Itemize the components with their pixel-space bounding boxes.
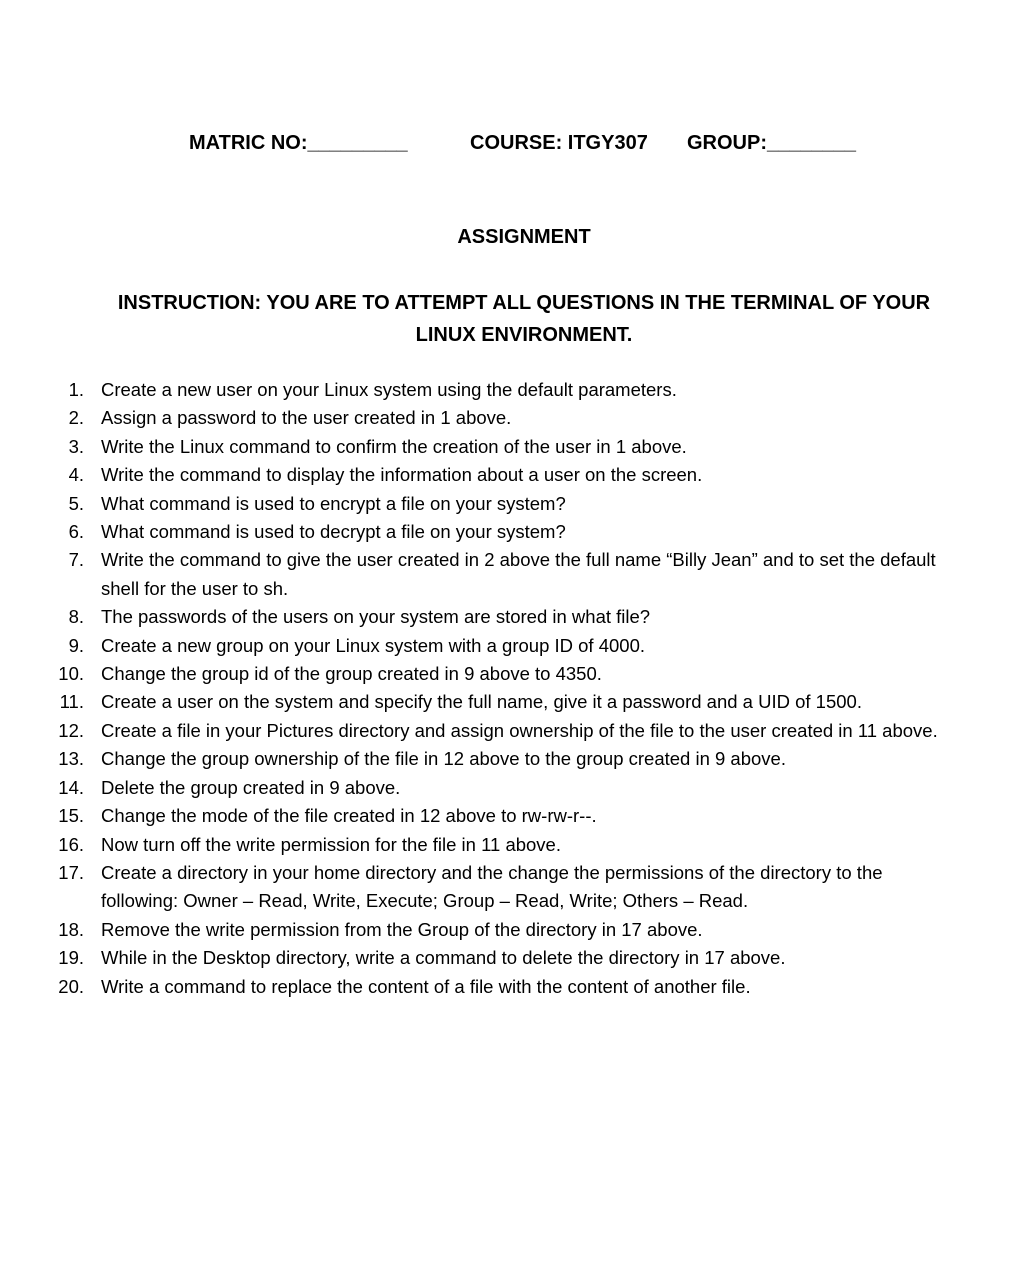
- question-text: Change the group id of the group created in 9 above to 4350.: [101, 663, 602, 685]
- list-item: [0, 632, 1022, 660]
- question-text: Remove the write permission from the Group of the directory in 17 above.: [101, 918, 703, 940]
- instruction-text: INSTRUCTION: YOU ARE TO ATTEMPT ALL QUESTIONS IN THE TERMINAL OF YOUR LINUX ENVIRONMENT.: [117, 292, 931, 346]
- group-field: GROUP:________: [687, 132, 856, 154]
- list-item: [0, 433, 1022, 461]
- question-text: The passwords of the users on your system are stored in what file?: [101, 606, 651, 628]
- question-number: 10.: [58, 663, 84, 685]
- list-item: [0, 490, 1022, 518]
- course-label: COURSE: ITGY307: [470, 132, 648, 154]
- list-item: [0, 461, 1022, 489]
- question-number: 8.: [68, 606, 84, 628]
- list-item: [0, 944, 1022, 972]
- question-text: Write the Linux command to confirm the creation of the user in 1 above.: [101, 435, 687, 457]
- list-item: [0, 603, 1022, 631]
- question-text: Create a directory in your home directory and the change the permissions of the directory to the following: Owner – Read, Write, Execute; Group – Read, Write; Others – Read.: [101, 861, 883, 912]
- question-number: 14.: [58, 776, 84, 798]
- question-text: Delete the group created in 9 above.: [101, 776, 401, 798]
- question-list: [0, 376, 1022, 1001]
- question-number: 13.: [58, 748, 84, 770]
- matric-no-field: MATRIC NO:_________: [189, 132, 408, 154]
- question-number: 6.: [68, 521, 84, 543]
- question-number: 1.: [68, 379, 84, 400]
- question-text: Create a user on the system and specify the full name, give it a password and a UID of 1500.: [101, 691, 862, 713]
- question-text: Assign a password to the user created in 1 above.: [101, 407, 512, 429]
- question-text: What command is used to encrypt a file on your system?: [101, 492, 566, 514]
- question-number: 18.: [58, 918, 84, 940]
- list-item: [0, 518, 1022, 546]
- list-item: [0, 376, 1022, 404]
- list-item: [0, 660, 1022, 688]
- list-item: [0, 717, 1022, 745]
- question-text: Write a command to replace the content of a file with the content of another file.: [101, 975, 751, 997]
- question-text: Create a file in your Pictures directory and assign ownership of the file to the user created in 11 above.: [101, 719, 938, 741]
- question-number: 19.: [58, 947, 84, 969]
- question-text: Create a new group on your Linux system with a group ID of 4000.: [101, 634, 645, 656]
- question-number: 2.: [68, 407, 84, 429]
- question-number: 9.: [68, 634, 84, 656]
- list-item: [0, 688, 1022, 716]
- list-item: [0, 916, 1022, 944]
- question-number: 20.: [58, 975, 84, 997]
- list-item: [0, 546, 1022, 603]
- question-text: Now turn off the write permission for the file in 11 above.: [101, 833, 561, 855]
- list-item: [0, 745, 1022, 773]
- question-number: 11.: [59, 691, 84, 713]
- question-number: 4.: [68, 464, 84, 486]
- question-text: What command is used to decrypt a file on your system?: [101, 521, 566, 543]
- list-item: [0, 404, 1022, 432]
- question-number: 16.: [58, 833, 84, 855]
- question-number: 12.: [58, 719, 84, 741]
- list-item: [0, 859, 1022, 916]
- question-number: 5.: [68, 492, 84, 514]
- page-title: ASSIGNMENT: [457, 226, 591, 248]
- question-number: 17.: [58, 861, 84, 883]
- question-number: 7.: [68, 549, 84, 571]
- list-item: [0, 973, 1022, 1001]
- question-text: Change the group ownership of the file in 12 above to the group created in 9 above.: [101, 748, 786, 770]
- question-number: 15.: [58, 805, 84, 827]
- question-text: While in the Desktop directory, write a command to delete the directory in 17 above.: [101, 947, 786, 969]
- list-item: [0, 774, 1022, 802]
- list-item: [0, 802, 1022, 830]
- question-number: 3.: [68, 435, 84, 457]
- question-text: Create a new user on your Linux system using the default parameters.: [101, 379, 677, 400]
- list-item: [0, 831, 1022, 859]
- question-text: Write the command to display the information about a user on the screen.: [101, 464, 703, 486]
- header-row: [0, 132, 1022, 162]
- question-text: Write the command to give the user created in 2 above the full name “Billy Jean” and to set the default shell for the user to sh.: [101, 549, 936, 599]
- question-text: Change the mode of the file created in 12 above to rw-rw-r--.: [101, 805, 597, 827]
